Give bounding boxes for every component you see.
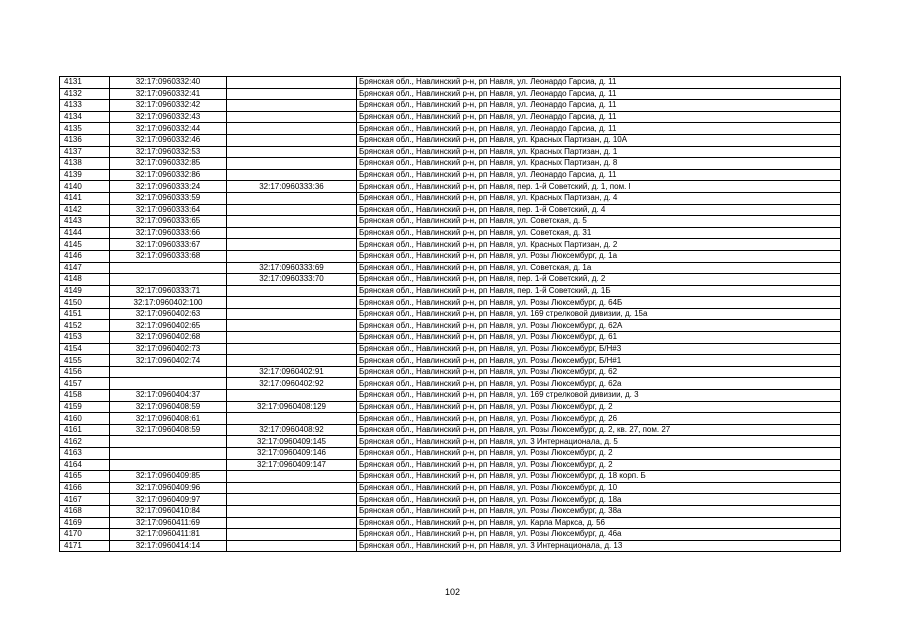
row-number-cell: 4166 bbox=[60, 482, 110, 494]
cadastral-number-cell: 32:17:0960333:68 bbox=[110, 250, 227, 262]
related-cadastral-number-cell bbox=[227, 390, 357, 402]
row-number-cell: 4132 bbox=[60, 88, 110, 100]
row-number-cell: 4131 bbox=[60, 77, 110, 89]
row-number-cell: 4155 bbox=[60, 355, 110, 367]
related-cadastral-number-cell bbox=[227, 100, 357, 112]
cadastral-number-cell: 32:17:0960333:67 bbox=[110, 239, 227, 251]
related-cadastral-number-cell bbox=[227, 88, 357, 100]
related-cadastral-number-cell bbox=[227, 505, 357, 517]
cadastral-number-cell: 32:17:0960333:66 bbox=[110, 227, 227, 239]
table-row bbox=[60, 332, 841, 344]
page-number: 102 bbox=[444, 587, 461, 597]
cadastral-table bbox=[59, 76, 841, 552]
row-number-cell: 4164 bbox=[60, 459, 110, 471]
table-row bbox=[60, 529, 841, 541]
related-cadastral-number-cell: 32:17:0960408:129 bbox=[227, 401, 357, 413]
cadastral-number-cell bbox=[110, 436, 227, 448]
address-cell: Брянская обл., Навлинский р-н, рп Навля, ул. Розы Люксембург, д. 2 bbox=[357, 459, 841, 471]
related-cadastral-number-cell bbox=[227, 529, 357, 541]
table-row bbox=[60, 482, 841, 494]
address-cell: Брянская обл., Навлинский р-н, рп Навля, ул. Розы Люксембург, д. 18а bbox=[357, 494, 841, 506]
cadastral-number-cell: 32:17:0960404:37 bbox=[110, 390, 227, 402]
address-cell: Брянская обл., Навлинский р-н, рп Навля, пер. 1-й Советский, д. 1Б bbox=[357, 285, 841, 297]
address-cell: Брянская обл., Навлинский р-н, рп Навля, ул. 3 Интернационала, д. 13 bbox=[357, 540, 841, 552]
cadastral-number-cell: 32:17:0960332:42 bbox=[110, 100, 227, 112]
cadastral-number-cell: 32:17:0960409:85 bbox=[110, 471, 227, 483]
row-number-cell: 4168 bbox=[60, 505, 110, 517]
table-row bbox=[60, 459, 841, 471]
row-number-cell: 4140 bbox=[60, 181, 110, 193]
row-number-cell: 4169 bbox=[60, 517, 110, 529]
related-cadastral-number-cell bbox=[227, 227, 357, 239]
related-cadastral-number-cell bbox=[227, 482, 357, 494]
table-row bbox=[60, 320, 841, 332]
cadastral-number-cell: 32:17:0960332:44 bbox=[110, 123, 227, 135]
address-cell: Брянская обл., Навлинский р-н, рп Навля, ул. Леонардо Гарсиа, д. 11 bbox=[357, 111, 841, 123]
cadastral-number-cell: 32:17:0960408:59 bbox=[110, 424, 227, 436]
table-row bbox=[60, 401, 841, 413]
table-row bbox=[60, 146, 841, 158]
row-number-cell: 4144 bbox=[60, 227, 110, 239]
related-cadastral-number-cell bbox=[227, 297, 357, 309]
row-number-cell: 4143 bbox=[60, 216, 110, 228]
related-cadastral-number-cell bbox=[227, 494, 357, 506]
cadastral-number-cell: 32:17:0960332:41 bbox=[110, 88, 227, 100]
address-cell: Брянская обл., Навлинский р-н, рп Навля, ул. Розы Люксембург, д. 62А bbox=[357, 320, 841, 332]
table-row bbox=[60, 471, 841, 483]
table-row bbox=[60, 262, 841, 274]
row-number-cell: 4160 bbox=[60, 413, 110, 425]
row-number-cell: 4158 bbox=[60, 390, 110, 402]
row-number-cell: 4157 bbox=[60, 378, 110, 390]
table-row bbox=[60, 274, 841, 286]
row-number-cell: 4141 bbox=[60, 192, 110, 204]
related-cadastral-number-cell bbox=[227, 343, 357, 355]
related-cadastral-number-cell bbox=[227, 216, 357, 228]
cadastral-number-cell: 32:17:0960411:69 bbox=[110, 517, 227, 529]
cadastral-number-cell: 32:17:0960402:74 bbox=[110, 355, 227, 367]
address-cell: Брянская обл., Навлинский р-н, рп Навля, ул. Розы Люксембург, д. 26 bbox=[357, 413, 841, 425]
cadastral-number-cell bbox=[110, 366, 227, 378]
address-cell: Брянская обл., Навлинский р-н, рп Навля, пер. 1-й Советский, д. 1, пом. I bbox=[357, 181, 841, 193]
address-cell: Брянская обл., Навлинский р-н, рп Навля, ул. Советская, д. 5 bbox=[357, 216, 841, 228]
table-row bbox=[60, 436, 841, 448]
cadastral-number-cell: 32:17:0960402:100 bbox=[110, 297, 227, 309]
related-cadastral-number-cell bbox=[227, 250, 357, 262]
cadastral-number-cell bbox=[110, 448, 227, 460]
related-cadastral-number-cell bbox=[227, 158, 357, 170]
address-cell: Брянская обл., Навлинский р-н, рп Навля, ул. Красных Партизан, д. 10А bbox=[357, 134, 841, 146]
row-number-cell: 4137 bbox=[60, 146, 110, 158]
related-cadastral-number-cell bbox=[227, 517, 357, 529]
cadastral-number-cell: 32:17:0960408:59 bbox=[110, 401, 227, 413]
row-number-cell: 4149 bbox=[60, 285, 110, 297]
related-cadastral-number-cell: 32:17:0960333:36 bbox=[227, 181, 357, 193]
related-cadastral-number-cell bbox=[227, 169, 357, 181]
related-cadastral-number-cell bbox=[227, 471, 357, 483]
table-row bbox=[60, 517, 841, 529]
related-cadastral-number-cell bbox=[227, 285, 357, 297]
table-row bbox=[60, 239, 841, 251]
related-cadastral-number-cell bbox=[227, 320, 357, 332]
address-cell: Брянская обл., Навлинский р-н, рп Навля, ул. Розы Люксембург, д. 62а bbox=[357, 378, 841, 390]
address-cell: Брянская обл., Навлинский р-н, рп Навля, ул. Красных Партизан, д. 2 bbox=[357, 239, 841, 251]
table-row bbox=[60, 77, 841, 89]
related-cadastral-number-cell: 32:17:0960409:145 bbox=[227, 436, 357, 448]
cadastral-number-cell: 32:17:0960333:64 bbox=[110, 204, 227, 216]
table-row bbox=[60, 343, 841, 355]
table-row bbox=[60, 192, 841, 204]
related-cadastral-number-cell: 32:17:0960333:69 bbox=[227, 262, 357, 274]
row-number-cell: 4171 bbox=[60, 540, 110, 552]
table-row bbox=[60, 297, 841, 309]
row-number-cell: 4165 bbox=[60, 471, 110, 483]
related-cadastral-number-cell bbox=[227, 540, 357, 552]
related-cadastral-number-cell: 32:17:0960333:70 bbox=[227, 274, 357, 286]
address-cell: Брянская обл., Навлинский р-н, рп Навля, ул. Розы Люксембург, д. 64Б bbox=[357, 297, 841, 309]
table-row bbox=[60, 250, 841, 262]
address-cell: Брянская обл., Навлинский р-н, рп Навля, ул. Розы Люксембург, Б/Н#3 bbox=[357, 343, 841, 355]
row-number-cell: 4167 bbox=[60, 494, 110, 506]
address-cell: Брянская обл., Навлинский р-н, рп Навля, ул. Розы Люксембург, д. 10 bbox=[357, 482, 841, 494]
cadastral-number-cell: 32:17:0960332:53 bbox=[110, 146, 227, 158]
row-number-cell: 4156 bbox=[60, 366, 110, 378]
address-cell: Брянская обл., Навлинский р-н, рп Навля, ул. Леонардо Гарсиа, д. 11 bbox=[357, 77, 841, 89]
related-cadastral-number-cell bbox=[227, 239, 357, 251]
address-cell: Брянская обл., Навлинский р-н, рп Навля, ул. Леонардо Гарсиа, д. 11 bbox=[357, 88, 841, 100]
address-cell: Брянская обл., Навлинский р-н, рп Навля, ул. Красных Партизан, д. 1 bbox=[357, 146, 841, 158]
row-number-cell: 4153 bbox=[60, 332, 110, 344]
cadastral-number-cell: 32:17:0960332:86 bbox=[110, 169, 227, 181]
table-row bbox=[60, 505, 841, 517]
cadastral-number-cell: 32:17:0960410:84 bbox=[110, 505, 227, 517]
related-cadastral-number-cell: 32:17:0960402:91 bbox=[227, 366, 357, 378]
row-number-cell: 4145 bbox=[60, 239, 110, 251]
related-cadastral-number-cell bbox=[227, 146, 357, 158]
table-row bbox=[60, 308, 841, 320]
address-cell: Брянская обл., Навлинский р-н, рп Навля, ул. Розы Люксембург, д. 62 bbox=[357, 366, 841, 378]
address-cell: Брянская обл., Навлинский р-н, рп Навля, ул. Карла Маркса, д. 56 bbox=[357, 517, 841, 529]
table-row bbox=[60, 169, 841, 181]
cadastral-number-cell: 32:17:0960402:63 bbox=[110, 308, 227, 320]
row-number-cell: 4136 bbox=[60, 134, 110, 146]
cadastral-number-cell: 32:17:0960333:24 bbox=[110, 181, 227, 193]
row-number-cell: 4159 bbox=[60, 401, 110, 413]
related-cadastral-number-cell bbox=[227, 111, 357, 123]
cadastral-number-cell: 32:17:0960402:68 bbox=[110, 332, 227, 344]
address-cell: Брянская обл., Навлинский р-н, рп Навля, ул. Леонардо Гарсиа, д. 11 bbox=[357, 123, 841, 135]
table-row bbox=[60, 378, 841, 390]
row-number-cell: 4142 bbox=[60, 204, 110, 216]
address-cell: Брянская обл., Навлинский р-н, рп Навля, ул. Розы Люксембург, д. 46а bbox=[357, 529, 841, 541]
related-cadastral-number-cell bbox=[227, 308, 357, 320]
table-row bbox=[60, 158, 841, 170]
table-body bbox=[60, 77, 841, 552]
cadastral-number-cell: 32:17:0960332:43 bbox=[110, 111, 227, 123]
related-cadastral-number-cell bbox=[227, 123, 357, 135]
cadastral-number-cell: 32:17:0960402:73 bbox=[110, 343, 227, 355]
related-cadastral-number-cell bbox=[227, 332, 357, 344]
cadastral-number-cell: 32:17:0960411:81 bbox=[110, 529, 227, 541]
address-cell: Брянская обл., Навлинский р-н, рп Навля, ул. Красных Партизан, д. 8 bbox=[357, 158, 841, 170]
related-cadastral-number-cell: 32:17:0960409:146 bbox=[227, 448, 357, 460]
table-row bbox=[60, 424, 841, 436]
row-number-cell: 4152 bbox=[60, 320, 110, 332]
address-cell: Брянская обл., Навлинский р-н, рп Навля, ул. Розы Люксембург, Б/Н#1 bbox=[357, 355, 841, 367]
table-row bbox=[60, 227, 841, 239]
address-cell: Брянская обл., Навлинский р-н, рп Навля, ул. Леонардо Гарсиа, д. 11 bbox=[357, 169, 841, 181]
row-number-cell: 4163 bbox=[60, 448, 110, 460]
address-cell: Брянская обл., Навлинский р-н, рп Навля, ул. Розы Люксембург, д. 2 bbox=[357, 401, 841, 413]
cadastral-number-cell: 32:17:0960332:40 bbox=[110, 77, 227, 89]
table-row bbox=[60, 204, 841, 216]
table-row bbox=[60, 355, 841, 367]
related-cadastral-number-cell bbox=[227, 413, 357, 425]
table-row bbox=[60, 88, 841, 100]
address-cell: Брянская обл., Навлинский р-н, рп Навля, пер. 1-й Советский, д. 2 bbox=[357, 274, 841, 286]
address-cell: Брянская обл., Навлинский р-н, рп Навля, ул. Розы Люксембург, д. 2, кв. 27, пом. 27 bbox=[357, 424, 841, 436]
related-cadastral-number-cell: 32:17:0960408:92 bbox=[227, 424, 357, 436]
row-number-cell: 4170 bbox=[60, 529, 110, 541]
cadastral-number-cell: 32:17:0960333:71 bbox=[110, 285, 227, 297]
address-cell: Брянская обл., Навлинский р-н, рп Навля, ул. Розы Люксембург, д. 18 корп. Б bbox=[357, 471, 841, 483]
row-number-cell: 4150 bbox=[60, 297, 110, 309]
table-row bbox=[60, 448, 841, 460]
table-row bbox=[60, 123, 841, 135]
row-number-cell: 4133 bbox=[60, 100, 110, 112]
cadastral-number-cell bbox=[110, 262, 227, 274]
address-cell: Брянская обл., Навлинский р-н, рп Навля, ул. 3 Интернационала, д. 5 bbox=[357, 436, 841, 448]
cadastral-number-cell: 32:17:0960408:61 bbox=[110, 413, 227, 425]
cadastral-number-cell bbox=[110, 459, 227, 471]
table-row bbox=[60, 540, 841, 552]
related-cadastral-number-cell bbox=[227, 134, 357, 146]
table-row bbox=[60, 390, 841, 402]
address-cell: Брянская обл., Навлинский р-н, рп Навля, ул. Леонардо Гарсиа, д. 11 bbox=[357, 100, 841, 112]
row-number-cell: 4151 bbox=[60, 308, 110, 320]
address-cell: Брянская обл., Навлинский р-н, рп Навля, ул. Розы Люксембург, д. 38а bbox=[357, 505, 841, 517]
address-cell: Брянская обл., Навлинский р-н, рп Навля, ул. Советская, д. 1а bbox=[357, 262, 841, 274]
cadastral-number-cell: 32:17:0960414:14 bbox=[110, 540, 227, 552]
row-number-cell: 4147 bbox=[60, 262, 110, 274]
table-row bbox=[60, 413, 841, 425]
address-cell: Брянская обл., Навлинский р-н, рп Навля, ул. 169 стрелковой дивизии, д. 15а bbox=[357, 308, 841, 320]
row-number-cell: 4161 bbox=[60, 424, 110, 436]
row-number-cell: 4138 bbox=[60, 158, 110, 170]
row-number-cell: 4134 bbox=[60, 111, 110, 123]
cadastral-number-cell: 32:17:0960333:65 bbox=[110, 216, 227, 228]
address-cell: Брянская обл., Навлинский р-н, рп Навля, ул. 169 стрелковой дивизии, д. 3 bbox=[357, 390, 841, 402]
table-row bbox=[60, 285, 841, 297]
cadastral-number-cell: 32:17:0960409:97 bbox=[110, 494, 227, 506]
address-cell: Брянская обл., Навлинский р-н, рп Навля, ул. Розы Люксембург, д. 61 bbox=[357, 332, 841, 344]
related-cadastral-number-cell: 32:17:0960402:92 bbox=[227, 378, 357, 390]
related-cadastral-number-cell bbox=[227, 77, 357, 89]
related-cadastral-number-cell bbox=[227, 192, 357, 204]
row-number-cell: 4135 bbox=[60, 123, 110, 135]
address-cell: Брянская обл., Навлинский р-н, рп Навля, пер. 1-й Советский, д. 4 bbox=[357, 204, 841, 216]
table-row bbox=[60, 134, 841, 146]
cadastral-number-cell: 32:17:0960332:46 bbox=[110, 134, 227, 146]
address-cell: Брянская обл., Навлинский р-н, рп Навля, ул. Розы Люксембург, д. 2 bbox=[357, 448, 841, 460]
related-cadastral-number-cell bbox=[227, 204, 357, 216]
address-cell: Брянская обл., Навлинский р-н, рп Навля, ул. Советская, д. 31 bbox=[357, 227, 841, 239]
cadastral-number-cell bbox=[110, 274, 227, 286]
cadastral-number-cell bbox=[110, 378, 227, 390]
related-cadastral-number-cell: 32:17:0960409:147 bbox=[227, 459, 357, 471]
table-row bbox=[60, 181, 841, 193]
row-number-cell: 4146 bbox=[60, 250, 110, 262]
row-number-cell: 4148 bbox=[60, 274, 110, 286]
cadastral-number-cell: 32:17:0960402:65 bbox=[110, 320, 227, 332]
cadastral-number-cell: 32:17:0960409:96 bbox=[110, 482, 227, 494]
cadastral-number-cell: 32:17:0960333:59 bbox=[110, 192, 227, 204]
row-number-cell: 4154 bbox=[60, 343, 110, 355]
related-cadastral-number-cell bbox=[227, 355, 357, 367]
address-cell: Брянская обл., Навлинский р-н, рп Навля, ул. Розы Люксембург, д. 1а bbox=[357, 250, 841, 262]
table-row bbox=[60, 494, 841, 506]
table-row bbox=[60, 100, 841, 112]
table-row bbox=[60, 111, 841, 123]
table-row bbox=[60, 366, 841, 378]
row-number-cell: 4162 bbox=[60, 436, 110, 448]
row-number-cell: 4139 bbox=[60, 169, 110, 181]
table-row bbox=[60, 216, 841, 228]
address-cell: Брянская обл., Навлинский р-н, рп Навля, ул. Красных Партизан, д. 4 bbox=[357, 192, 841, 204]
cadastral-number-cell: 32:17:0960332:85 bbox=[110, 158, 227, 170]
